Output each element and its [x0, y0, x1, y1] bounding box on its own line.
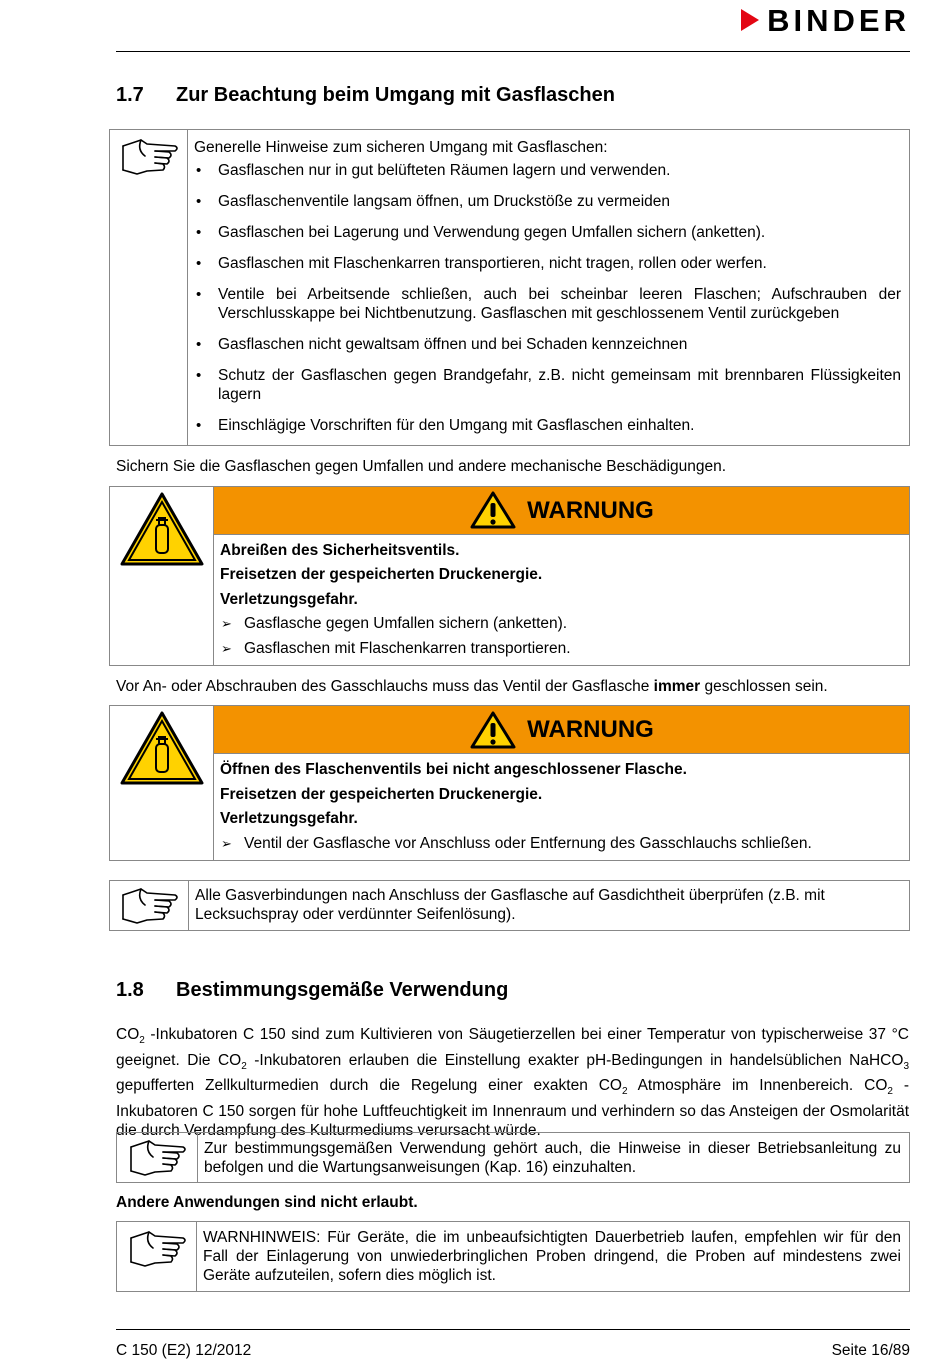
list-item: • Einschlägige Vorschriften für den Umgang mit Gasflaschen einhalten. [194, 416, 901, 435]
paragraph-secure-cylinders: Sichern Sie die Gasflaschen gegen Umfallen und andere mechanische Beschädigungen. [116, 458, 727, 475]
hazard-line: Verletzungsgefahr. [220, 590, 358, 608]
gas-cylinder-hazard-icon [110, 706, 214, 860]
note-intro: Generelle Hinweise zum sicheren Umgang mit Gasflaschen: [194, 139, 608, 156]
warning-triangle-icon [469, 710, 517, 750]
section-heading-1-7 [116, 86, 615, 105]
hazard-line: Verletzungsgefahr. [220, 810, 358, 827]
list-item: • Schutz der Gasflaschen gegen Brandgefahr, z.B. nicht gemeinsam mit brennbaren Flüssigkeiten lagern [194, 366, 901, 404]
emphasis: immer [653, 678, 701, 695]
section-heading-1-8 [116, 981, 508, 1000]
gas-cylinder-hazard-icon [110, 487, 214, 665]
note-box-intended-use [116, 1132, 910, 1183]
paragraph-valve-closed [116, 677, 828, 696]
action-item: ➢ Ventil der Gasflasche vor Anschluss oder Entfernung des Gasschlauchs schließen. [220, 832, 903, 857]
text: Atmosphäre im Innenbereich. [627, 1077, 865, 1094]
brand-name: BINDER [767, 2, 910, 38]
subscript: 2 [887, 1086, 893, 1098]
warning-label: WARNUNG [527, 496, 654, 524]
subscript: 2 [241, 1060, 247, 1072]
note-box-gas-cylinders [109, 129, 910, 446]
section-title: Zur Beachtung beim Umgang mit Gasflaschen [176, 84, 615, 106]
text: -Inkubatoren C 150 sorgen für hohe Luftfeuchtigkeit im Innenraum und verhindern so das Ansteigen der Osmolarität die durch Verdampfung des Kulturmediums verursacht würde. [116, 1077, 909, 1139]
subscript: 2 [621, 1086, 628, 1098]
paragraph-intended-use [116, 1025, 909, 1140]
text: CO [598, 1077, 622, 1094]
hazard-line: Öffnen des Flaschenventils bei nicht angeschlossener Flasche. [220, 761, 687, 778]
section-number: 1.7 [116, 84, 144, 106]
text: gepufferten Zellkulturmedien durch die Regelung einer exakten [116, 1077, 599, 1094]
pointing-hand-icon [117, 1133, 198, 1182]
pointing-hand-icon [110, 881, 189, 930]
note-text: WARNHINWEIS: Für Geräte, die im unbeaufsichtigten Dauerbetrieb laufen, empfehlen wir für den Fall der Einlagerung von unwiederbringlichen Proben dringend, die Proben auf mindestens zwei Geräte aufzuteilen, sofern dies möglich ist. [203, 1229, 901, 1284]
header-divider [116, 51, 910, 52]
gas-cylinder-rules-list [194, 161, 901, 435]
warning-label: WARNUNG [527, 716, 654, 743]
hazard-line: Abreißen des Sicherheitsventils. [220, 541, 460, 559]
text: CO [217, 1051, 242, 1069]
other-uses-not-allowed: Andere Anwendungen sind nicht erlaubt. [116, 1194, 418, 1211]
warning-box-2 [109, 705, 910, 861]
text: CO [116, 1026, 140, 1043]
list-item: • Gasflaschen nur in gut belüfteten Räumen lagern und verwenden. [194, 161, 901, 180]
subscript: 3 [903, 1060, 909, 1072]
text: geschlossen sein. [700, 678, 828, 695]
note-box-warning-continuous [116, 1221, 910, 1292]
pointing-hand-icon [117, 1222, 197, 1291]
pointing-hand-icon [110, 130, 188, 445]
list-item: • Gasflaschen mit Flaschenkarren transportieren, nicht tragen, rollen oder werfen. [194, 254, 901, 273]
text: -Inkubatoren erlauben die Einstellung exakter pH-Bedingungen in handelsüblichen NaHCO [246, 1051, 904, 1069]
warning-banner [214, 706, 909, 754]
section-number: 1.8 [116, 979, 144, 1001]
action-item: ➢ Gasflaschen mit Flaschenkarren transportieren. [220, 637, 903, 662]
section-title: Bestimmungsgemäße Verwendung [176, 979, 509, 1001]
footer-page-number: Seite 16/89 [831, 1342, 910, 1359]
text: -Inkubatoren C 150 sind zum Kultivieren von Säugetierzellen bei einer Temperatur von typischerweise 37 °C geeignet. Die [116, 1026, 909, 1069]
binder-logo [741, 2, 910, 38]
list-item: • Gasflaschenventile langsam öffnen, um Druckstöße zu vermeiden [194, 192, 901, 211]
hazard-line: Freisetzen der gespeicherten Druckenergie. [220, 785, 543, 803]
action-item: ➢ Gasflasche gegen Umfallen sichern (anketten). [220, 612, 903, 637]
list-item: • Gasflaschen bei Lagerung und Verwendung gegen Umfallen sichern (anketten). [194, 223, 901, 242]
hazard-line: Freisetzen der gespeicherten Druckenergie. [220, 566, 543, 583]
note-text: Zur bestimmungsgemäßen Verwendung gehört auch, die Hinweise in dieser Betriebsanleitung zu befolgen und die Wartungsanweisungen (Kap. 16) einzuhalten. [204, 1140, 901, 1176]
list-item: • Ventile bei Arbeitsende schließen, auch bei scheinbar leeren Flaschen; Aufschrauben der Verschlusskappe bei Nichtbenutzung. Gasflaschen mit geschlossenem Ventil zurückgeben [194, 285, 901, 323]
text: CO [864, 1077, 888, 1094]
text: Vor An- oder Abschrauben des Gasschlauchs muss das Ventil der Gasflasche [116, 678, 654, 695]
note-text: Alle Gasverbindungen nach Anschluss der Gasflasche auf Gasdichtheit überprüfen (z.B. mit Lecksuchspray oder verdünnter Seifenlösung). [195, 887, 825, 923]
footer-document-id: C 150 (E2) 12/2012 [116, 1342, 252, 1359]
note-box-leak-check [109, 880, 910, 931]
warning-banner [214, 487, 909, 535]
footer-divider [116, 1329, 910, 1330]
warning-box-1 [109, 486, 910, 666]
list-item: • Gasflaschen nicht gewaltsam öffnen und bei Schaden kennzeichnen [194, 335, 901, 354]
subscript: 2 [139, 1035, 145, 1047]
warning-triangle-icon [469, 490, 517, 530]
binder-logo-icon [741, 9, 759, 31]
